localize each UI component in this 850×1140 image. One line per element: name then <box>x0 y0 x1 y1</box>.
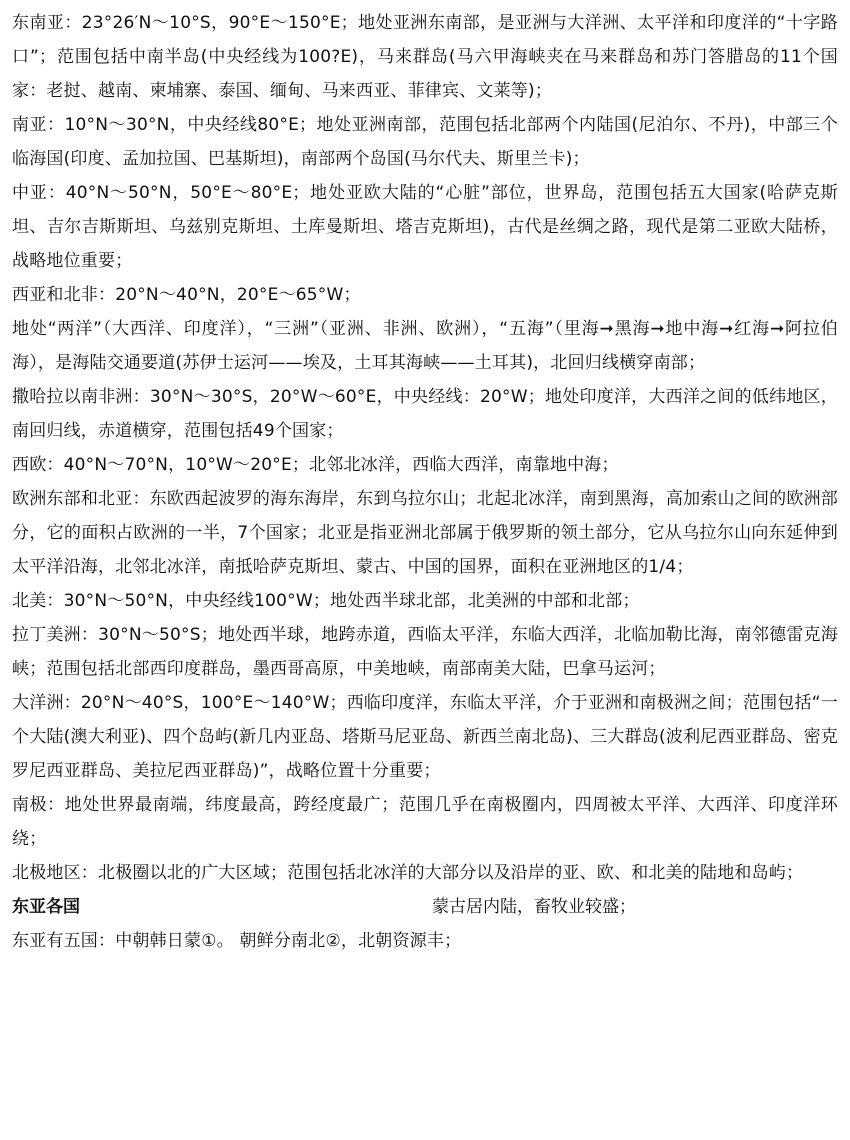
paragraph-western-europe: 西欧：40°N～70°N，10°W～20°E；北邻北冰洋，西临大西洋，南靠地中海； <box>12 455 619 475</box>
paragraph-south-asia: 南亚：10°N～30°N，中央经线80°E；地处亚洲南部，范围包括北部两个内陆国(尼泊尔、不丹)，中部三个临海国(印度、孟加拉国、巴基斯坦)，南部两个岛国(马尔代夫、斯里兰卡)； <box>12 115 838 169</box>
paragraph-central-asia: 中亚：40°N～50°N，50°E～80°E；地处亚欧大陆的“心脏”部位，世界岛，范围包括五大国家(哈萨克斯坦、吉尔吉斯斯坦、乌兹别克斯坦、土库曼斯坦、塔吉克斯坦)，古代是丝绸之路，现代是第二亚欧大陆桥，战略地位重要； <box>12 183 838 271</box>
paragraph-sub-saharan-africa: 撒哈拉以南非洲：30°N～30°S，20°W～60°E，中央经线：20°W；地处印度洋，大西洋之间的低纬地区，南回归线，赤道横穿，范围包括49个国家； <box>12 387 838 441</box>
paragraph-eastern-europe-north-asia: 欧洲东部和北亚：东欧西起波罗的海东海岸，东到乌拉尔山；北起北冰洋，南到黑海，高加索山之间的欧洲部分，它的面积占欧洲的一半，7个国家；北亚是指亚洲北部属于俄罗斯的领土部分，它从乌拉尔山向东延伸到太平洋沿海，北邻北冰洋，南抵哈萨克斯坦、蒙古、中国的国界，面积在亚洲地区的1/4； <box>12 489 838 577</box>
paragraph-west-asia-north-africa: 西亚和北非：20°N～40°N，20°E～65°W； <box>12 285 361 305</box>
section-heading: 东亚各国 <box>12 897 80 917</box>
paragraph-east-asia-countries: 东亚有五国：中朝韩日蒙①。 朝鲜分南北②，北朝资源丰； <box>12 931 462 951</box>
paragraph-southeast-asia: 东南亚：23°26′N～10°S，90°E～150°E；地处亚洲东南部，是亚洲与大洋洲、太平洋和印度洋的“十字路口”；范围包括中南半岛(中央经线为100?E)，马来群岛(马六甲海峡夹在马来群岛和苏门答腊岛的11个国家：老挝、越南、柬埔寨、泰国、缅甸、马来西亚、菲律宾、文莱等)； <box>12 13 838 101</box>
paragraph-two-oceans: 地处“两洋”（大西洋、印度洋），“三洲”（亚洲、非洲、欧洲），“五海”（里海➞黑海➞地中海➞红海➞阿拉伯海），是海陆交通要道(苏伊士运河——埃及，土耳其海峡——土耳其)，北回归线横穿南部； <box>12 319 838 373</box>
paragraph-arctic: 北极地区：北极圈以北的广大区域；范围包括北冰洋的大部分以及沿岸的亚、欧、和北美的陆地和岛屿； <box>12 863 804 883</box>
section-side-note: 蒙古居内陆，畜牧业较盛； <box>432 897 636 917</box>
paragraph-north-america: 北美：30°N～50°N，中央经线100°W；地处西半球北部，北美洲的中部和北部； <box>12 591 640 611</box>
paragraph-antarctica: 南极：地处世界最南端，纬度最高，跨经度最广；范围几乎在南极圈内，四周被太平洋、大西洋、印度洋环绕； <box>12 795 838 849</box>
paragraph-oceania: 大洋洲：20°N～40°S，100°E～140°W；西临印度洋，东临太平洋，介于亚洲和南极洲之间；范围包括“一个大陆(澳大利亚)、四个岛屿(新几内亚岛、塔斯马尼亚岛、新西兰南北岛)、三大群岛(波利尼西亚群岛、密克罗尼西亚群岛、美拉尼西亚群岛)”，战略位置十分重要； <box>12 693 839 781</box>
paragraph-latin-america: 拉丁美洲：30°N～50°S；地处西半球，地跨赤道，西临太平洋，东临大西洋，北临加勒比海，南邻德雷克海峡；范围包括北部西印度群岛，墨西哥高原，中美地峡，南部南美大陆，巴拿马运河； <box>12 625 838 679</box>
section-row <box>12 890 838 924</box>
